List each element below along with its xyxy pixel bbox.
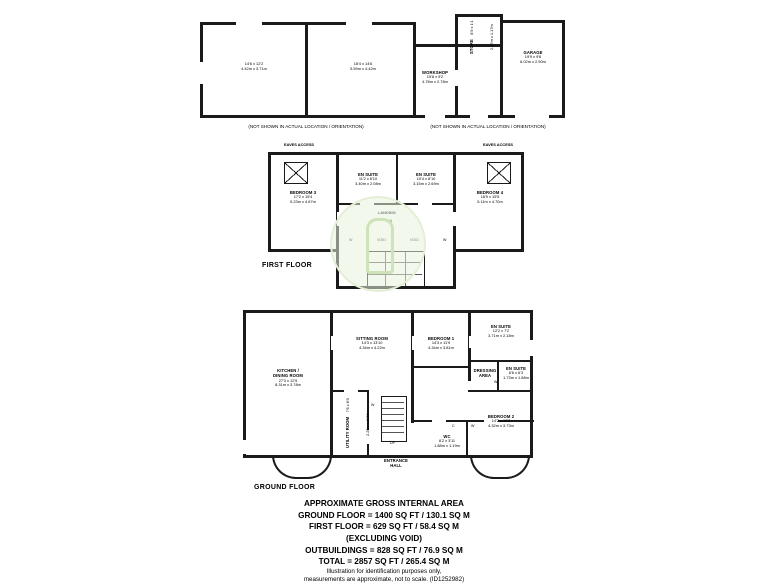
ground-floor-w3: W	[494, 380, 498, 384]
outbuilding-garage: GARAGE 19'9 x 9'6 6.02m x 2.90m	[520, 50, 546, 65]
summary-line-5: TOTAL = 2857 SQ FT / 265.4 SQ M	[318, 557, 450, 567]
room-ensuite-ff-left: EN SUITE 11'2 x 6'10 3.40m x 2.08m	[355, 172, 381, 187]
area-summary	[0, 498, 768, 585]
outbuilding-left-room-1: 14'6 x 12'2 4.42m x 3.71m	[241, 61, 267, 71]
watermark	[330, 196, 426, 292]
room-dressing-area: DRESSING AREA	[473, 368, 497, 379]
first-floor-w2: W	[443, 238, 447, 242]
eaves-box-left	[284, 162, 308, 184]
ground-floor-label: GROUND FLOOR	[254, 484, 316, 491]
up-label: UP	[390, 441, 395, 445]
summary-line-4: OUTBUILDINGS = 828 SQ FT / 76.9 SQ M	[305, 545, 463, 555]
eaves-access-right-label: EAVES ACCESS	[482, 142, 514, 147]
room-entrance-hall: ENTRANCE HALL	[383, 458, 409, 469]
outbuilding-right-note: (NOT SHOWN IN ACTUAL LOCATION / ORIENTATION)	[430, 124, 546, 129]
summary-line-1: GROUND FLOOR = 1400 SQ FT / 130.1 SQ M	[298, 510, 470, 520]
room-ensuite-gf-top: EN SUITE 12'2 x 7'2 3.71m x 2.18m	[488, 324, 514, 339]
room-kitchen-dining: KITCHEN / DINING ROOM 27'3 x 12'5 8.31m x 3.78m	[273, 368, 303, 388]
outbuilding-left-room-2: 18'4 x 14'6 5.59m x 4.42m	[350, 61, 376, 71]
summary-heading: APPROXIMATE GROSS INTERNAL AREA	[304, 499, 464, 508]
room-sitting: SITTING ROOM 14'3 x 13'10 4.34m x 4.22m	[356, 336, 388, 351]
room-bedroom-2: BEDROOM 2 14'2 x 12'3 4.32m x 3.73m	[487, 414, 515, 429]
room-bedroom-4: BEDROOM 4 16'9 x 15'5 5.11m x 4.70m	[476, 190, 504, 205]
room-bedroom-1: BEDROOM 1 14'3 x 11'9 4.34m x 3.81m	[427, 336, 455, 351]
bay-window-left	[272, 455, 332, 479]
room-utility: UTILITY ROOM 7'6 x 6'9 2.29m x 2.06m	[345, 398, 370, 448]
disclaimer-line-1: Illustration for identification purposes only,	[326, 567, 442, 575]
ground-floor-w2: W	[371, 403, 375, 407]
room-ensuite-gf-lower: EN SUITE 6'6 x 6'3 1.73m x 1.88m	[503, 366, 529, 381]
disclaimer-line-2: measurements are approximate, not to scale. (ID1252982)	[303, 576, 465, 584]
ground-floor-c: C	[452, 424, 455, 428]
summary-line-2: FIRST FLOOR = 629 SQ FT / 58.4 SQ M	[309, 522, 459, 532]
eaves-access-left-label: EAVES ACCESS	[283, 142, 315, 147]
outbuilding-workshop: WORKSHOP 15'8 x 9'2 4.78m x 2.78m	[422, 70, 448, 85]
room-bedroom-3: BEDROOM 3 17'2 x 15'4 5.23m x 4.67m	[289, 190, 317, 205]
ground-floor-w1: W	[471, 424, 475, 428]
bay-window-right	[470, 455, 530, 479]
outbuilding-left-note: (NOT SHOWN IN ACTUAL LOCATION / ORIENTATION)	[248, 124, 364, 129]
first-floor-label: FIRST FLOOR	[262, 262, 312, 269]
eaves-box-right	[487, 162, 511, 184]
room-ensuite-ff-right: EN SUITE 10'4 x 8'10 3.15m x 2.69m	[413, 172, 439, 187]
outbuilding-store: STORE 8'9 x 1'1 2.67m x 1.17m	[469, 20, 494, 54]
summary-line-3: (EXCLUDING VOID)	[346, 533, 422, 543]
room-wc: WC 6'2 x 3'11 1.88m x 1.19m	[434, 434, 460, 449]
